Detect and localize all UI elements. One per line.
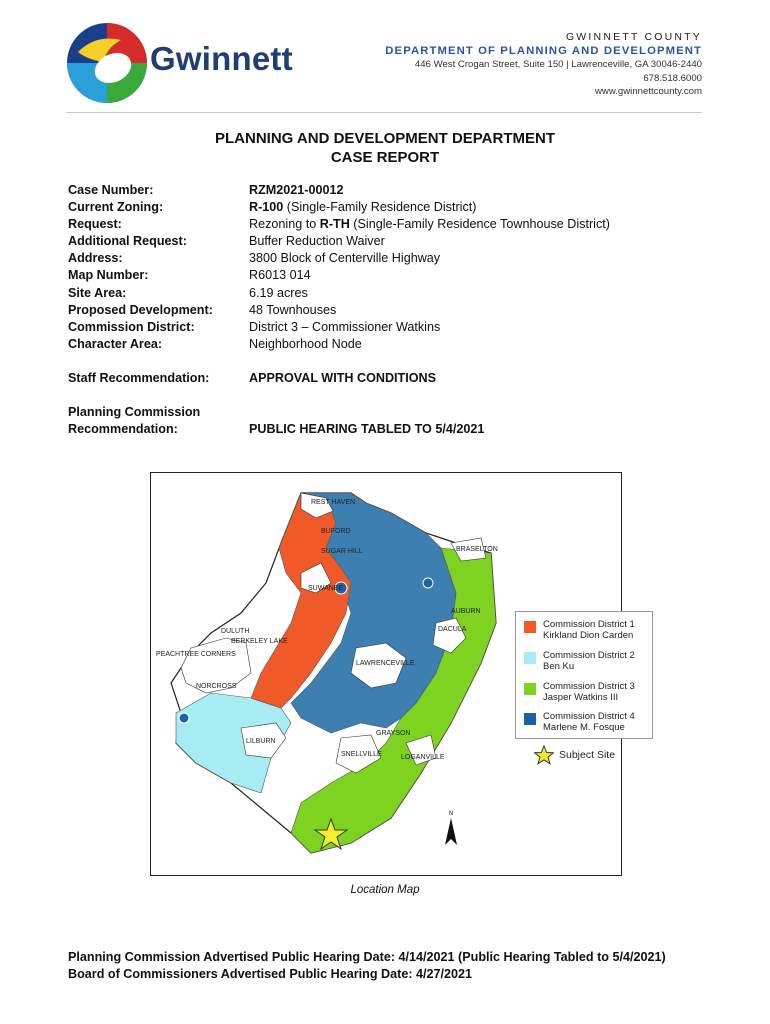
map-place-label: LOGANVILLE [401, 754, 445, 761]
map-place-label: BRASELTON [456, 546, 498, 553]
field-map-number [68, 267, 610, 284]
map-place-label: SUGAR HILL [321, 548, 363, 555]
field-label: Proposed Development: [68, 302, 213, 317]
field-value: Rezoning to R-TH (Single-Family Residence Townhouse District) [249, 217, 610, 232]
legend-swatch [524, 621, 536, 633]
map-place-label: LILBURN [246, 738, 276, 745]
county-name: GWINNETT COUNTY [565, 31, 702, 43]
field-case-number [68, 182, 610, 199]
field-label: Character Area: [68, 336, 163, 351]
map-place-label: PEACHTREE CORNERS [156, 651, 236, 658]
legend-swatch [524, 652, 536, 664]
field-site-area [68, 285, 610, 302]
gwinnett-logo [66, 22, 148, 104]
field-label: Address: [68, 251, 123, 266]
map-place-label: SUWANEE [308, 585, 344, 592]
map-place-label: NORCROSS [196, 683, 237, 690]
field-commission-district [68, 319, 610, 336]
field-value: 6.19 acres [249, 285, 308, 300]
map-place-label: BUFORD [321, 528, 351, 535]
field-label: Current Zoning: [68, 200, 164, 215]
report-title [0, 129, 770, 167]
map-place-label: BERKELEY LAKE [231, 638, 288, 645]
field-additional-request [68, 233, 610, 250]
field-current-zoning [68, 199, 610, 216]
field-label: Additional Request: [68, 234, 187, 249]
planning-commission-recommendation [68, 404, 484, 438]
planning-hearing-date: Planning Commission Advertised Public Hearing Date: 4/14/2021 (Public Hearing Tabled to 5/4/2021) [68, 950, 666, 964]
legend-swatch [524, 713, 536, 725]
hearing-dates [68, 949, 666, 983]
board-hearing-date: Board of Commissioners Advertised Public Hearing Date: 4/27/2021 [68, 967, 473, 981]
field-value: Neighborhood Node [249, 336, 362, 351]
legend-item-district-4: Commission District 4 Marlene M. Fosque [524, 711, 635, 733]
field-value: Buffer Reduction Waiver [249, 234, 385, 249]
map-legend [515, 611, 653, 739]
staff-recommendation-label: Staff Recommendation: [68, 371, 210, 385]
legend-item-district-3: Commission District 3 Jasper Watkins III [524, 681, 635, 703]
field-value: RZM2021-00012 [249, 183, 344, 197]
department-phone: 678.518.6000 [643, 72, 702, 84]
field-request [68, 216, 610, 233]
map-place-label: DULUTH [221, 628, 250, 635]
staff-recommendation [68, 370, 436, 387]
field-value: R-100 (Single-Family Residence District) [249, 200, 477, 215]
north-arrow-icon [445, 811, 457, 845]
svg-text:N: N [448, 811, 454, 817]
department-address: 446 West Crogan Street, Suite 150 | Lawrenceville, GA 30046-2440 [414, 59, 702, 70]
field-character-area [68, 336, 610, 353]
department-website: www.gwinnettcounty.com [595, 86, 702, 97]
legend-item-district-2: Commission District 2 Ben Ku [524, 650, 635, 672]
field-label: Case Number: [68, 183, 154, 197]
field-label: Request: [68, 217, 122, 232]
star-icon [534, 745, 554, 765]
staff-recommendation-value: APPROVAL WITH CONDITIONS [249, 371, 437, 385]
field-value: District 3 – Commissioner Watkins [249, 319, 441, 334]
header-divider [66, 112, 702, 113]
planning-recommendation-label: Planning Commission [68, 405, 201, 419]
legend-subject-site [534, 745, 615, 765]
map-place-label: DACULA [438, 626, 467, 633]
report-title-line2: CASE REPORT [330, 149, 440, 166]
planning-recommendation-value: PUBLIC HEARING TABLED TO 5/4/2021 [249, 422, 485, 436]
field-label: Commission District: [68, 319, 195, 334]
map-place-label: AUBURN [451, 608, 481, 615]
field-value: 48 Townhouses [249, 302, 337, 317]
legend-swatch [524, 683, 536, 695]
gwinnett-wordmark: Gwinnett [150, 40, 293, 77]
department-name: DEPARTMENT OF PLANNING AND DEVELOPMENT [385, 44, 702, 57]
field-label: Map Number: [68, 268, 149, 283]
field-value: R6013 014 [249, 268, 311, 283]
report-title-line1: PLANNING AND DEVELOPMENT DEPARTMENT [214, 130, 555, 147]
planning-recommendation-label-2: Recommendation: [68, 422, 178, 436]
field-proposed-development [68, 302, 610, 319]
department-contact-block [385, 31, 702, 99]
map-caption: Location Map [350, 884, 420, 896]
map-place-label: GRAYSON [376, 730, 411, 737]
map-place-label: REST HAVEN [311, 499, 356, 506]
field-address [68, 250, 610, 267]
legend-item-district-1: Commission District 1 Kirkland Dion Carden [524, 619, 635, 641]
map-place-label: SNELLVILLE [341, 751, 382, 758]
map-place-label: LAWRENCEVILLE [356, 660, 415, 667]
field-label: Site Area: [68, 285, 127, 300]
subject-site-label: Subject Site [559, 749, 616, 761]
field-value: 3800 Block of Centerville Highway [249, 251, 441, 266]
case-fields [68, 182, 610, 353]
